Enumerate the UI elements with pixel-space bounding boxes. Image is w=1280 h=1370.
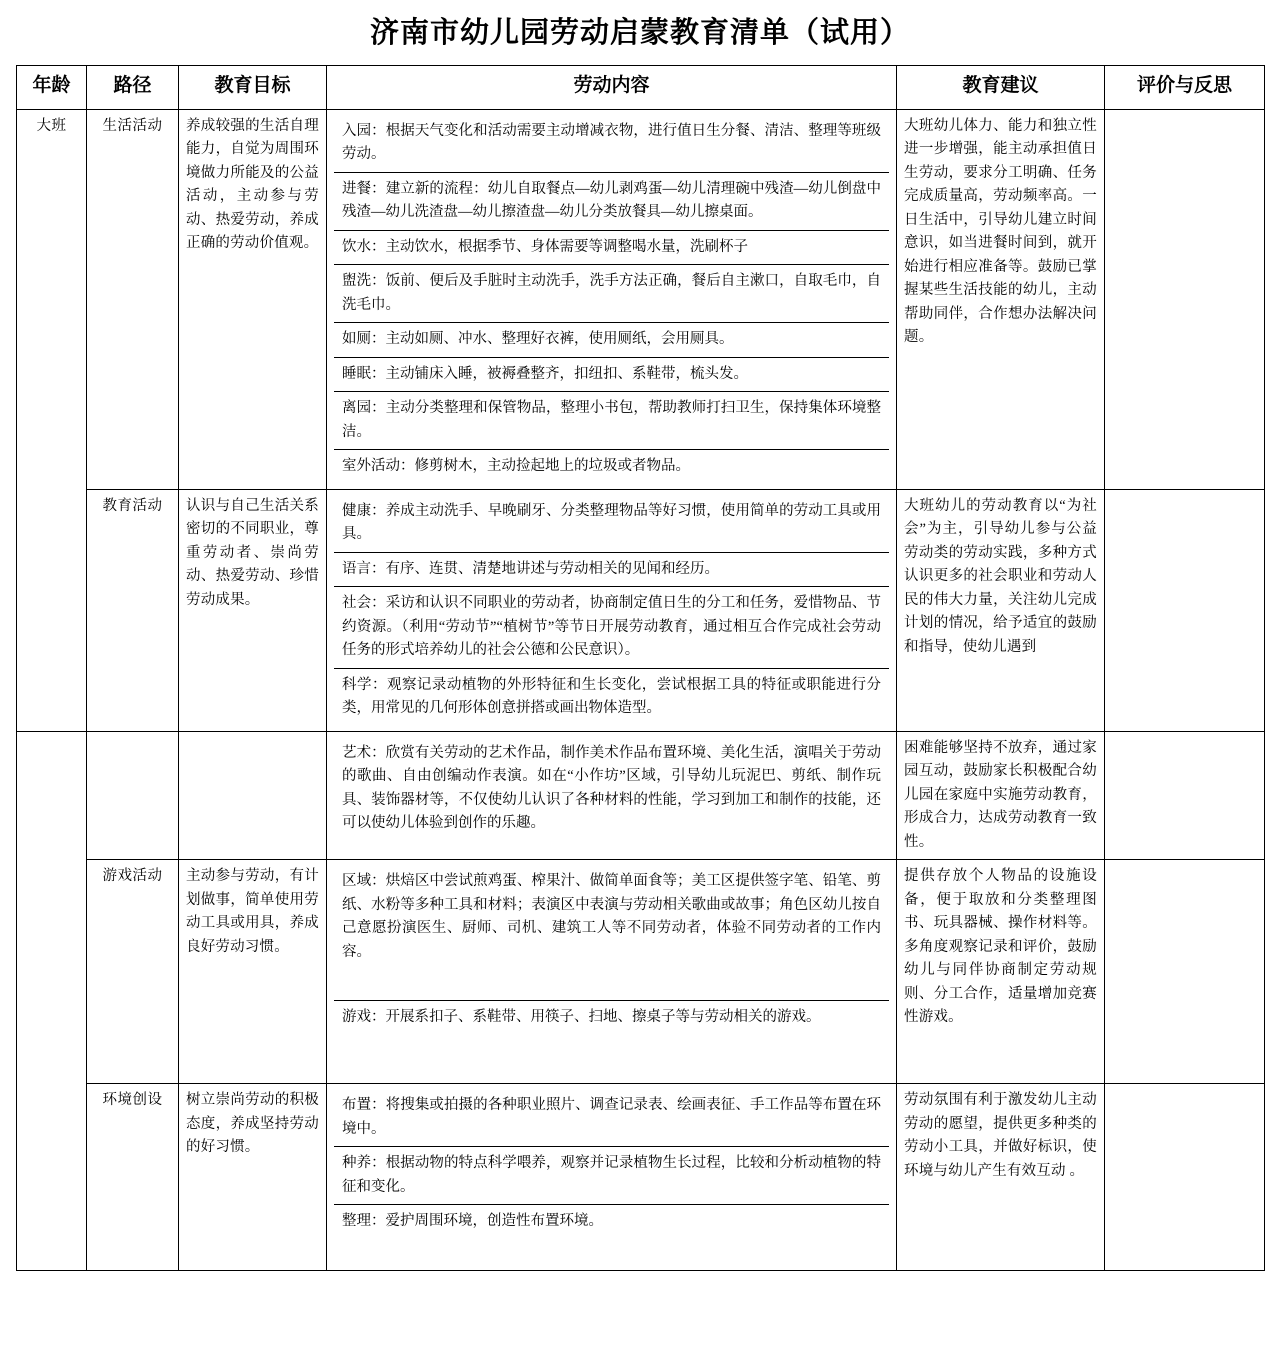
review-cell — [1105, 110, 1265, 490]
content-item: 种养：根据动物的特点科学喂养，观察并记录植物生长过程，比较和分析动植物的特征和变化。 — [334, 1147, 889, 1205]
column-header-advice: 教育建议 — [897, 66, 1105, 110]
content-cell-education-activity — [327, 489, 897, 731]
content-item: 区域：烘焙区中尝试煎鸡蛋、榨果汁、做简单面食等；美工区提供签字笔、铅笔、剪纸、水粉等多种工具和材料；表演区中表演与劳动相关歌曲或故事；角色区幼儿按自己意愿扮演医生、厨师、司机、建筑工人等不同劳动者，体验不同劳动者的工作内容。 — [334, 865, 889, 1000]
review-cell — [1105, 731, 1265, 859]
content-item: 科学：观察记录动植物的外形特征和生长变化，尝试根据工具的特征或职能进行分类，用常见的几何形体创意拼搭或画出物体造型。 — [342, 676, 881, 717]
content-cell-game-activity — [327, 860, 897, 1084]
content-item: 离园：主动分类整理和保管物品，整理小书包，帮助教师打扫卫生，保持集体环境整洁。 — [334, 392, 889, 450]
goal-cell-life-activity: 养成较强的生活自理能力，自觉为周围环境做力所能及的公益活动，主动参与劳动、热爱劳动，养成正确的劳动价值观。 — [179, 110, 327, 490]
table-header-row — [17, 66, 1265, 110]
content-item: 游戏：开展系扣子、系鞋带、用筷子、扫地、擦桌子等与劳动相关的游戏。 — [342, 1008, 821, 1025]
path-cell-continuation — [87, 731, 179, 859]
table-row — [17, 1084, 1265, 1270]
content-sublist — [334, 495, 889, 726]
table-row — [17, 489, 1265, 731]
table-row — [17, 731, 1265, 859]
content-item: 如厕：主动如厕、冲水、整理好衣裤，使用厕纸，会用厕具。 — [334, 323, 889, 357]
goal-cell-game-activity: 主动参与劳动，有计划做事，简单使用劳动工具或用具，养成良好劳动习惯。 — [179, 860, 327, 1084]
content-sublist — [334, 865, 889, 1078]
content-cell-environment-creation — [327, 1084, 897, 1270]
advice-cell-education-activity: 大班幼儿的劳动教育以“为社会”为主，引导幼儿参与公益劳动类的劳动实践，多种方式认识更多的社会职业和劳动人民的伟大力量，关注幼儿完成计划的情况，给予适宜的鼓励和指导，使幼儿遇到 — [897, 489, 1105, 731]
content-item: 艺术：欣赏有关劳动的艺术作品，制作美术作品布置环境、美化生活，演唱关于劳动的歌曲、自由创编动作表演。如在“小作坊”区域，引导幼儿玩泥巴、剪纸、制作玩具、装饰器材等，不仅使幼儿认识了各种材料的性能，学习到加工和制作的技能，还可以使幼儿体验到创作的乐趣。 — [342, 744, 881, 832]
review-cell — [1105, 489, 1265, 731]
content-item: 室外活动：修剪树木，主动捡起地上的垃圾或者物品。 — [342, 458, 690, 475]
labor-education-checklist-table — [16, 65, 1265, 1271]
page-title: 济南市幼儿园劳动启蒙教育清单（试用） — [369, 17, 910, 49]
content-item: 进餐：建立新的流程：幼儿自取餐点—幼儿剥鸡蛋—幼儿清理碗中残渣—幼儿倒盘中残渣—幼儿洗渣盘—幼儿擦渣盘—幼儿分类放餐具—幼儿擦桌面。 — [334, 172, 889, 230]
age-cell: 大班 — [17, 110, 87, 732]
content-item: 社会：采访和认识不同职业的劳动者，协商制定值日生的分工和任务，爱惜物品、节约资源。（利用“劳动节”“植树节”等节日开展劳动教育，通过相互合作完成社会劳动任务的形式培养幼儿的社会公德和公民意识）。 — [334, 587, 889, 668]
content-item: 入园：根据天气变化和活动需要主动增减衣物，进行值日生分餐、清洁、整理等班级劳动。 — [334, 115, 889, 172]
goal-cell-continuation — [179, 731, 327, 859]
content-sublist — [334, 115, 889, 484]
age-cell-continuation — [17, 731, 87, 1270]
content-cell-art — [327, 731, 897, 859]
advice-cell-continuation: 困难能够坚持不放弃，通过家园互动，鼓励家长积极配合幼儿园在家庭中实施劳动教育，形成合力，达成劳动教育一致性。 — [897, 731, 1105, 859]
column-header-age: 年龄 — [17, 66, 87, 110]
table-row — [17, 110, 1265, 490]
column-header-review: 评价与反思 — [1105, 66, 1265, 110]
content-sublist — [334, 1089, 889, 1264]
content-item: 睡眠：主动铺床入睡，被褥叠整齐，扣纽扣、系鞋带，梳头发。 — [334, 357, 889, 391]
content-sublist — [334, 737, 889, 841]
path-cell-game-activity: 游戏活动 — [87, 860, 179, 1084]
column-header-path: 路径 — [87, 66, 179, 110]
review-cell — [1105, 860, 1265, 1084]
goal-cell-education-activity: 认识与自己生活关系密切的不同职业，尊重劳动者、崇尚劳动、热爱劳动、珍惜劳动成果。 — [179, 489, 327, 731]
path-cell-life-activity: 生活活动 — [87, 110, 179, 490]
content-item: 健康：养成主动洗手、早晚刷牙、分类整理物品等好习惯，使用简单的劳动工具或用具。 — [334, 495, 889, 552]
path-cell-environment-creation: 环境创设 — [87, 1084, 179, 1270]
path-cell-education-activity: 教育活动 — [87, 489, 179, 731]
content-cell-life-activity — [327, 110, 897, 490]
table-row — [17, 860, 1265, 1084]
column-header-goal: 教育目标 — [179, 66, 327, 110]
content-item: 语言：有序、连贯、清楚地讲述与劳动相关的见闻和经历。 — [334, 552, 889, 586]
column-header-content: 劳动内容 — [327, 66, 897, 110]
content-item: 饮水：主动饮水，根据季节、身体需要等调整喝水量，洗刷杯子 — [334, 230, 889, 264]
review-cell — [1105, 1084, 1265, 1270]
goal-cell-environment-creation: 树立崇尚劳动的积极态度，养成坚持劳动的好习惯。 — [179, 1084, 327, 1270]
content-item: 盥洗：饭前、便后及手脏时主动洗手，洗手方法正确，餐后自主漱口，自取毛巾，自洗毛巾。 — [334, 265, 889, 323]
advice-cell-environment-creation: 劳动氛围有利于激发幼儿主动劳动的愿望，提供更多种类的劳动小工具，并做好标识，使环境与幼儿产生有效互动 。 — [897, 1084, 1105, 1270]
advice-cell-life-activity: 大班幼儿体力、能力和独立性进一步增强，能主动承担值日生劳动，要求分工明确、任务完成质量高，劳动频率高。一日生活中，引导幼儿建立时间意识，如当进餐时间到，就开始进行相应准备等。鼓励已掌握某些生活技能的幼儿，主动帮助同伴，合作想办法解决问题。 — [897, 110, 1105, 490]
content-item: 布置：将搜集或拍摄的各种职业照片、调查记录表、绘画表征、手工作品等布置在环境中。 — [334, 1089, 889, 1146]
advice-cell-game-activity: 提供存放个人物品的设施设备，便于取放和分类整理图书、玩具器械、操作材料等。多角度观察记录和评价，鼓励幼儿与同伴协商制定劳动规则、分工合作，适量增加竞赛性游戏。 — [897, 860, 1105, 1084]
content-item: 整理：爱护周围环境，创造性布置环境。 — [342, 1213, 603, 1230]
